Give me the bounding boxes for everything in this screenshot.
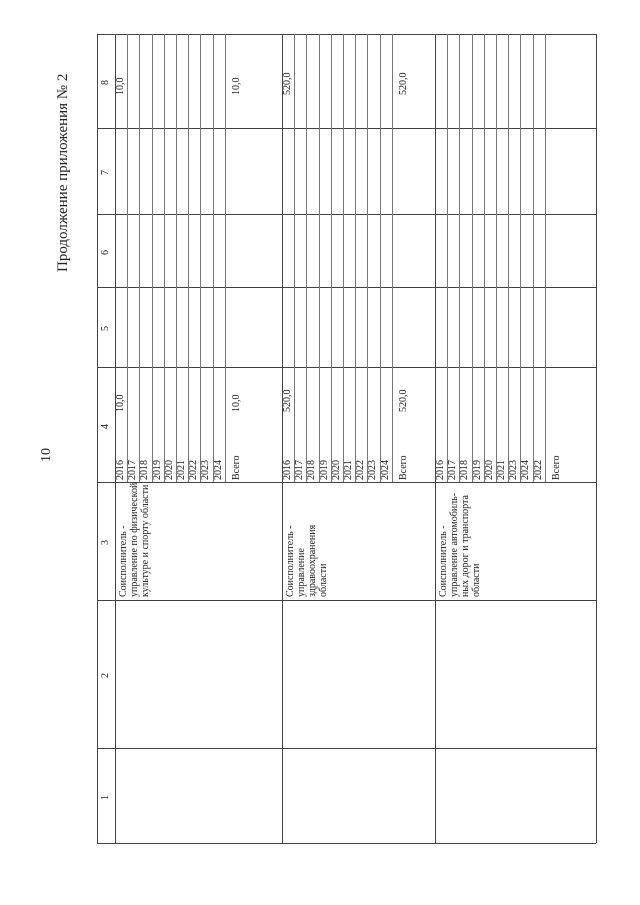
row-separator	[176, 34, 177, 482]
column-separator	[97, 128, 596, 129]
table-border-bottom	[97, 843, 596, 844]
table-border-top	[97, 34, 596, 35]
row-separator	[139, 34, 140, 482]
year-label: 2019	[472, 460, 483, 480]
col8-value: 10,0	[115, 77, 126, 95]
column-separator	[97, 482, 596, 483]
year-label: 2022	[355, 460, 366, 480]
year-label: 2017	[127, 460, 138, 480]
col4-value: 10,0	[115, 394, 126, 412]
year-label: 2023	[200, 460, 211, 480]
total-row-separator	[225, 34, 226, 482]
header-divider	[115, 34, 116, 843]
column-separator	[97, 367, 596, 368]
executor-line: Соисполнитель -	[438, 525, 449, 597]
executor-line: ных дорог и транспорта	[460, 495, 471, 597]
column-header-8: 8	[100, 80, 111, 85]
year-label: 2024	[520, 460, 531, 480]
row-separator	[331, 34, 332, 482]
page-number: 10	[39, 448, 54, 462]
col4-value: 520,0	[398, 389, 409, 412]
column-separator	[97, 748, 596, 749]
year-label: 2024	[213, 460, 224, 480]
column-header-3: 3	[100, 540, 111, 545]
total-label: Всего	[231, 455, 242, 480]
table-border-left	[97, 34, 98, 843]
row-separator	[200, 34, 201, 482]
block-separator	[282, 34, 283, 843]
year-label: 2018	[139, 460, 150, 480]
total-row-separator	[545, 34, 546, 482]
total-row-separator	[392, 34, 393, 482]
year-label: 2023	[367, 460, 378, 480]
row-separator	[367, 34, 368, 482]
year-label: 2016	[115, 460, 126, 480]
appendix-title: Продолжение приложения № 2	[55, 73, 71, 272]
year-label: 2020	[484, 460, 495, 480]
year-label: 2017	[447, 460, 458, 480]
year-label: 2016	[435, 460, 446, 480]
year-label: 2018	[306, 460, 317, 480]
executor-line: управление автомобиль-	[449, 492, 460, 597]
row-separator	[496, 34, 497, 482]
column-header-1: 1	[100, 795, 111, 800]
row-separator	[380, 34, 381, 482]
col8-value: 10,0	[231, 77, 242, 95]
row-separator	[294, 34, 295, 482]
executor-line: области	[318, 563, 329, 597]
row-separator	[319, 34, 320, 482]
year-label: 2019	[152, 460, 163, 480]
row-separator	[164, 34, 165, 482]
row-separator	[447, 34, 448, 482]
row-separator	[508, 34, 509, 482]
row-separator	[152, 34, 153, 482]
executor-line: области	[471, 563, 482, 597]
executor-line: управление по физической	[129, 482, 140, 597]
executor-line: здравоохранения	[307, 524, 318, 597]
column-header-4: 4	[100, 424, 111, 429]
column-header-2: 2	[100, 673, 111, 678]
executor-line: Соисполнитель -	[118, 525, 129, 597]
row-separator	[472, 34, 473, 482]
row-separator	[213, 34, 214, 482]
table-border-right	[596, 34, 597, 843]
year-label: 2020	[164, 460, 175, 480]
row-separator	[520, 34, 521, 482]
executor-line: Соисполнитель -	[285, 525, 296, 597]
column-header-7: 7	[100, 170, 111, 175]
row-separator	[127, 34, 128, 482]
col8-value: 520,0	[282, 72, 293, 95]
row-separator	[188, 34, 189, 482]
column-separator	[97, 600, 596, 601]
year-label: 2021	[496, 460, 507, 480]
executor-line: культуре и спорту области	[140, 484, 151, 597]
year-label: 2024	[380, 460, 391, 480]
column-separator	[97, 214, 596, 215]
row-separator	[533, 34, 534, 482]
year-label: 2017	[294, 460, 305, 480]
row-separator	[355, 34, 356, 482]
total-label: Всего	[551, 455, 562, 480]
block-separator	[435, 34, 436, 843]
total-label: Всего	[398, 455, 409, 480]
row-separator	[484, 34, 485, 482]
year-label: 2022	[533, 460, 544, 480]
col8-value: 520,0	[398, 72, 409, 95]
year-label: 2022	[188, 460, 199, 480]
year-label: 2016	[282, 460, 293, 480]
col4-value: 10,0	[231, 394, 242, 412]
year-label: 2023	[508, 460, 519, 480]
row-separator	[343, 34, 344, 482]
year-label: 2018	[459, 460, 470, 480]
col4-value: 520,0	[282, 389, 293, 412]
executor-line: управление	[296, 548, 307, 597]
year-label: 2021	[343, 460, 354, 480]
column-separator	[97, 287, 596, 288]
column-header-5: 5	[100, 326, 111, 331]
row-separator	[459, 34, 460, 482]
row-separator	[306, 34, 307, 482]
column-header-6: 6	[100, 250, 111, 255]
year-label: 2021	[176, 460, 187, 480]
year-label: 2020	[331, 460, 342, 480]
year-label: 2019	[319, 460, 330, 480]
